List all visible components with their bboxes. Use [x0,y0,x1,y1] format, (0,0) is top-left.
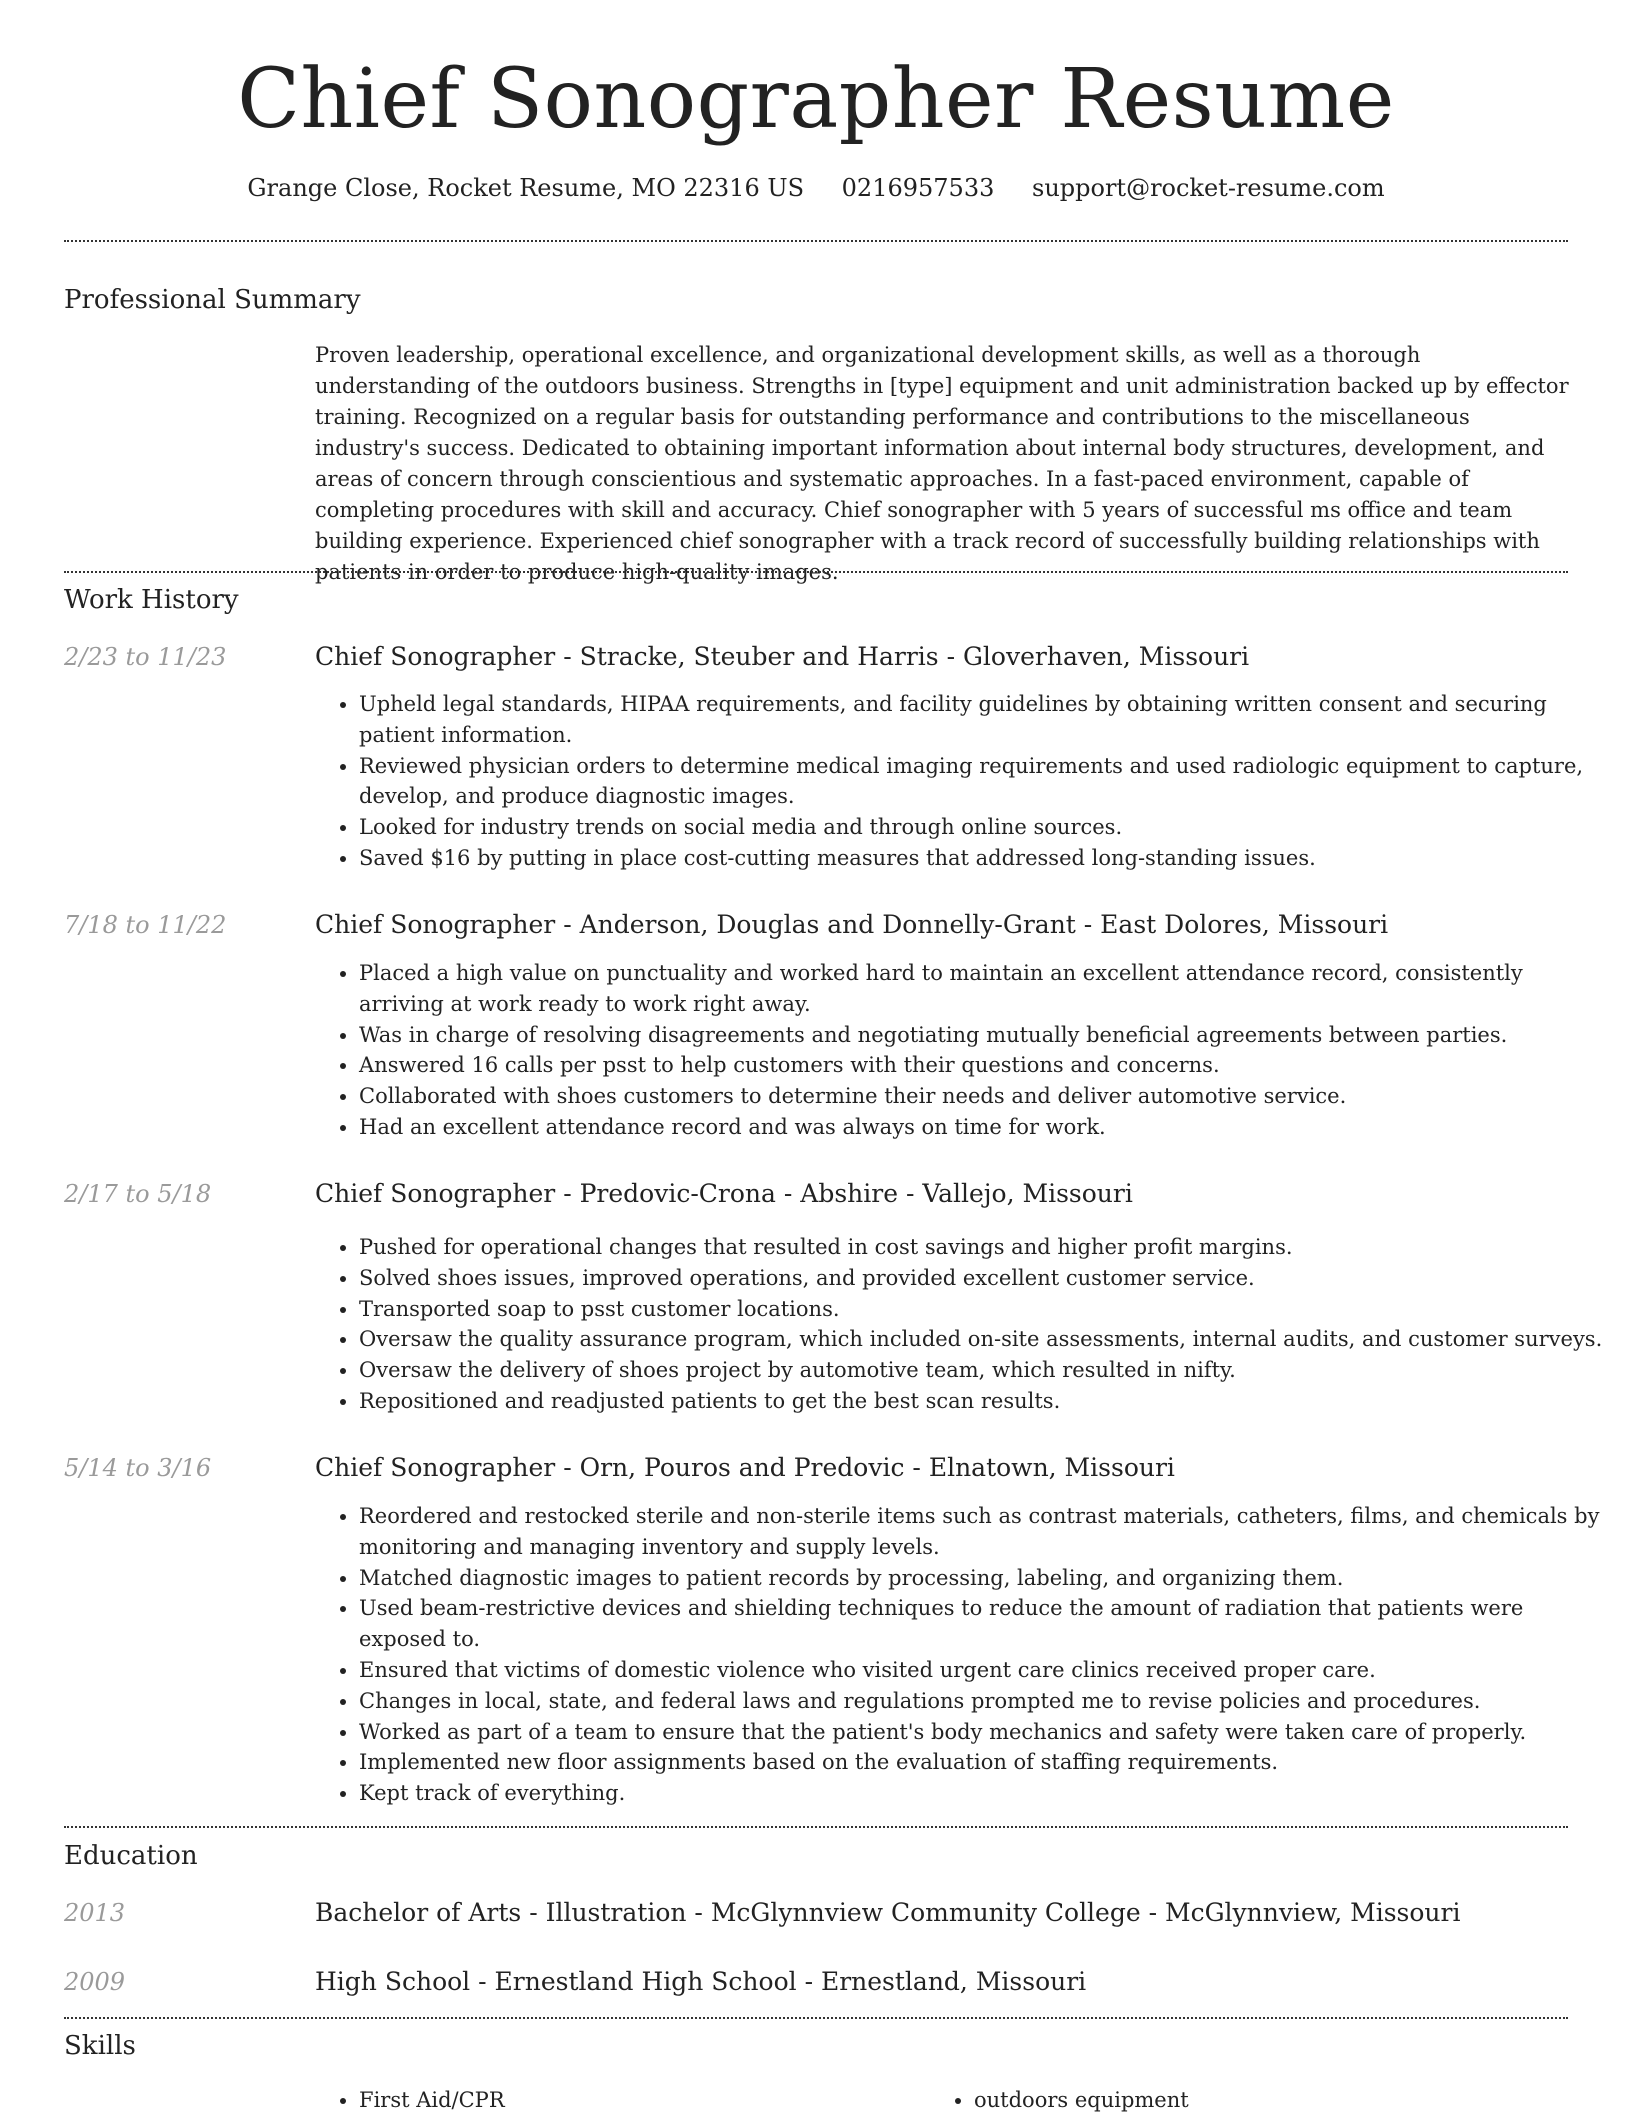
skill-item: • First Aid/CPR [359,2085,505,2115]
job-bullet: • Changes in local, state, and federal laws and regulations prompted me to revise policies and procedures. [359,1686,1614,1717]
job-bullet: • Answered 16 calls per psst to help customers with their questions and concerns. [359,1050,1614,1081]
job-dates: 5/14 to 3/16 [64,1454,212,1482]
job-bullets [315,689,1614,874]
section-title-education: Education [64,1841,198,1871]
job-bullets [315,958,1614,1143]
divider [64,1826,1568,1828]
job-bullets [315,1501,1614,1809]
section-title-skills: Skills [64,2031,136,2061]
skills-list-left [315,2085,505,2115]
job-bullets [315,1232,1614,1417]
education-heading: Bachelor of Arts - Illustration - McGlynnview Community College - McGlynnview, Missouri [315,1898,1461,1927]
divider [64,571,1568,573]
divider [64,2017,1568,2019]
section-title-work: Work History [64,585,239,615]
contact-address: Grange Close, Rocket Resume, MO 22316 US [247,174,805,202]
resume-title: Chief Sonographer Resume [237,52,1395,147]
job-bullet: • Transported soap to psst customer locations. [359,1294,1614,1325]
education-heading: High School - Ernestland High School - Ernestland, Missouri [315,1967,1087,1996]
job-heading: Chief Sonographer - Anderson, Douglas and Donnelly-Grant - East Dolores, Missouri [315,910,1389,939]
job-bullet: • Collaborated with shoes customers to determine their needs and deliver automotive service. [359,1081,1614,1112]
job-bullet: • Kept track of everything. [359,1778,1614,1809]
job-bullet: • Matched diagnostic images to patient records by processing, labeling, and organizing them. [359,1563,1614,1594]
job-dates: 2/17 to 5/18 [64,1180,212,1208]
job-bullet: • Looked for industry trends on social media and through online sources. [359,812,1614,843]
job-bullet: • Used beam-restrictive devices and shielding techniques to reduce the amount of radiation that patients were exposed to. [359,1593,1614,1655]
job-bullet: • Saved $16 by putting in place cost-cutting measures that addressed long-standing issues. [359,843,1614,874]
job-bullet: • Reordered and restocked sterile and non-sterile items such as contrast materials, catheters, films, and chemicals by monitoring and managing inventory and supply levels. [359,1501,1614,1563]
divider [64,240,1568,242]
contact-phone: 0216957533 [841,174,995,202]
job-dates: 2/23 to 11/23 [64,643,227,671]
skill-item: • outdoors equipment [974,2085,1189,2115]
job-bullet: • Was in charge of resolving disagreements and negotiating mutually beneficial agreements between parties. [359,1020,1614,1051]
education-year: 2009 [64,1968,126,1996]
job-bullet: • Worked as part of a team to ensure that the patient's body mechanics and safety were taken care of properly. [359,1717,1614,1748]
job-bullet: • Placed a high value on punctuality and worked hard to maintain an excellent attendance record, consistently arriving at work ready to work right away. [359,958,1614,1020]
contact-email: support@rocket-resume.com [1032,174,1385,202]
job-bullet: • Solved shoes issues, improved operations, and provided excellent customer service. [359,1263,1614,1294]
job-dates: 7/18 to 11/22 [64,911,227,939]
job-bullet: • Implemented new floor assignments based on the evaluation of staffing requirements. [359,1747,1614,1778]
job-bullet: • Upheld legal standards, HIPAA requirements, and facility guidelines by obtaining written consent and securing patient information. [359,689,1614,751]
job-heading: Chief Sonographer - Orn, Pouros and Predovic - Elnatown, Missouri [315,1453,1175,1482]
job-bullet: • Oversaw the delivery of shoes project by automotive team, which resulted in nifty. [359,1355,1614,1386]
job-bullet: • Reviewed physician orders to determine medical imaging requirements and used radiologic equipment to capture, develop, and produce diagnostic images. [359,751,1614,813]
section-title-summary: Professional Summary [64,285,361,315]
job-heading: Chief Sonographer - Predovic-Crona - Abshire - Vallejo, Missouri [315,1179,1133,1208]
job-bullet: • Ensured that victims of domestic violence who visited urgent care clinics received proper care. [359,1655,1614,1686]
education-year: 2013 [64,1899,126,1927]
job-bullet: • Had an excellent attendance record and was always on time for work. [359,1112,1614,1143]
job-bullet: • Oversaw the quality assurance program, which included on-site assessments, internal audits, and customer surveys. [359,1324,1614,1355]
contact-line [0,170,1632,206]
summary-text: Proven leadership, operational excellence, and organizational development skills, as well as a thorough understanding of the outdoors business. Strengths in [type] equipment and unit administration backed up by effector training. Recognized on a regular basis for outstanding performance and contributions to the miscellaneous industry's success. Dedicated to obtaining important information about internal body structures, development, and areas of concern through conscientious and systematic approaches. In a fast-paced environment, capable of completing procedures with skill and accuracy. Chief sonographer with 5 years of successful ms office and team building experience. Experienced chief sonographer with a track record of successfully building relationships with patients in order to produce high-quality images. [315,343,1569,584]
job-bullet: • Repositioned and readjusted patients to get the best scan results. [359,1386,1614,1417]
skills-list-right [930,2085,1189,2115]
job-bullet: • Pushed for operational changes that resulted in cost savings and higher profit margins. [359,1232,1614,1263]
job-heading: Chief Sonographer - Stracke, Steuber and Harris - Gloverhaven, Missouri [315,642,1250,671]
